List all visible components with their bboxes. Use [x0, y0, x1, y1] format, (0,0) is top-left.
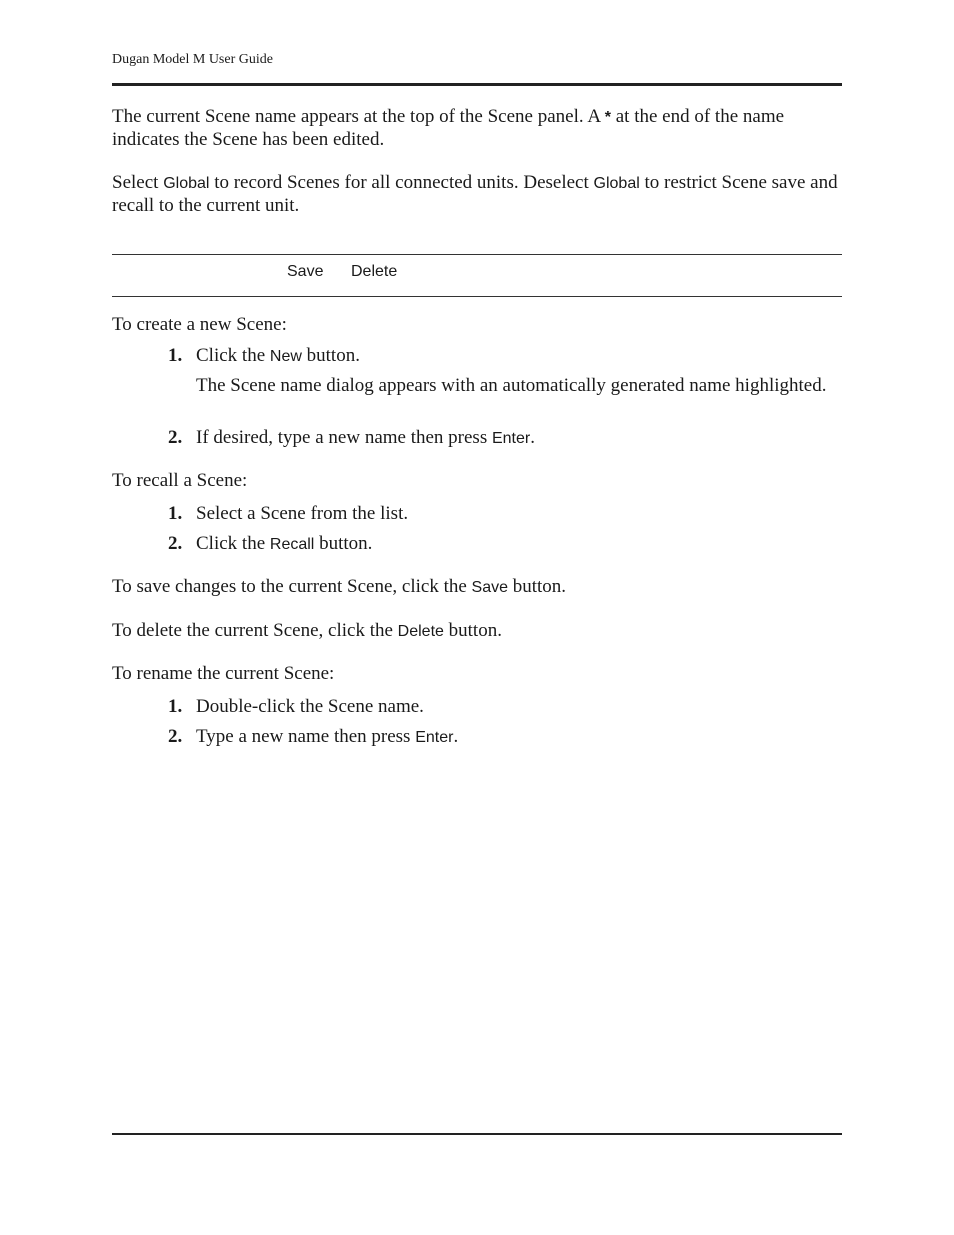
asterisk-marker: * — [604, 109, 611, 126]
global-ui-label: Global — [593, 175, 640, 192]
create-step-1-note: The Scene name dialog appears with an automatically generated name highlighted. — [196, 375, 827, 396]
step-text: Click the — [196, 345, 266, 366]
running-header: Dugan Model M User Guide — [112, 52, 273, 67]
step-text: Select a Scene from the list. — [196, 503, 409, 524]
step-number: 2. — [168, 533, 183, 554]
body-text: button. — [512, 576, 567, 597]
step-number: 1. — [168, 696, 183, 717]
enter-ui-label: Enter — [491, 430, 531, 447]
rename-intro: To rename the current Scene: — [112, 663, 335, 684]
intro-text: The current Scene name appears at the top of the Scene panel. A — [112, 106, 600, 127]
step-text: Click the — [196, 533, 266, 554]
step-text: button. — [306, 345, 360, 366]
create-intro: To create a new Scene: — [112, 314, 287, 335]
rename-step-1 — [168, 696, 828, 718]
intro-text: Select — [112, 172, 159, 193]
rename-step-2 — [168, 726, 828, 748]
new-ui-label: New — [269, 348, 302, 365]
body-text: button. — [448, 620, 502, 641]
body-text: To save changes to the current Scene, click the — [112, 576, 467, 597]
step-text: If desired, type a new name then press — [196, 427, 488, 448]
create-step-1 — [168, 345, 828, 367]
intro-text: to restrict Scene save and recall to the current unit. — [112, 172, 838, 216]
save-ui-label: Save — [471, 579, 508, 596]
footer-rule — [112, 1133, 842, 1135]
panel-rule-bottom — [112, 296, 842, 297]
step-number: 1. — [168, 503, 183, 524]
create-step-2 — [168, 427, 828, 449]
step-text: Type a new name then press — [196, 726, 411, 747]
body-text: To delete the current Scene, click the — [112, 620, 393, 641]
enter-ui-label: Enter — [415, 729, 454, 746]
step-text: . — [453, 726, 459, 747]
intro-paragraph-2 — [112, 172, 847, 217]
delete-ui-label: Delete — [397, 623, 444, 640]
save-paragraph — [112, 576, 847, 599]
step-number: 1. — [168, 345, 183, 366]
recall-step-1 — [168, 503, 828, 525]
step-text: Double-click the Scene name. — [196, 696, 424, 717]
intro-paragraph-1 — [112, 106, 847, 151]
intro-text: to record Scenes for all connected units. Deselect — [214, 172, 589, 193]
delete-button-label: Delete — [351, 263, 398, 280]
step-text: . — [530, 427, 535, 448]
step-number: 2. — [168, 726, 183, 747]
intro-text: at the end of the name indicates the Scene has been edited. — [112, 106, 785, 150]
panel-rule-top — [112, 254, 842, 255]
step-text: button. — [319, 533, 373, 554]
delete-paragraph — [112, 620, 847, 643]
header-rule — [112, 83, 842, 86]
recall-ui-label: Recall — [269, 536, 315, 553]
global-ui-label: Global — [163, 175, 210, 192]
recall-intro: To recall a Scene: — [112, 470, 248, 491]
save-button-label: Save — [287, 263, 324, 280]
recall-step-2 — [168, 533, 828, 555]
step-number: 2. — [168, 427, 183, 448]
